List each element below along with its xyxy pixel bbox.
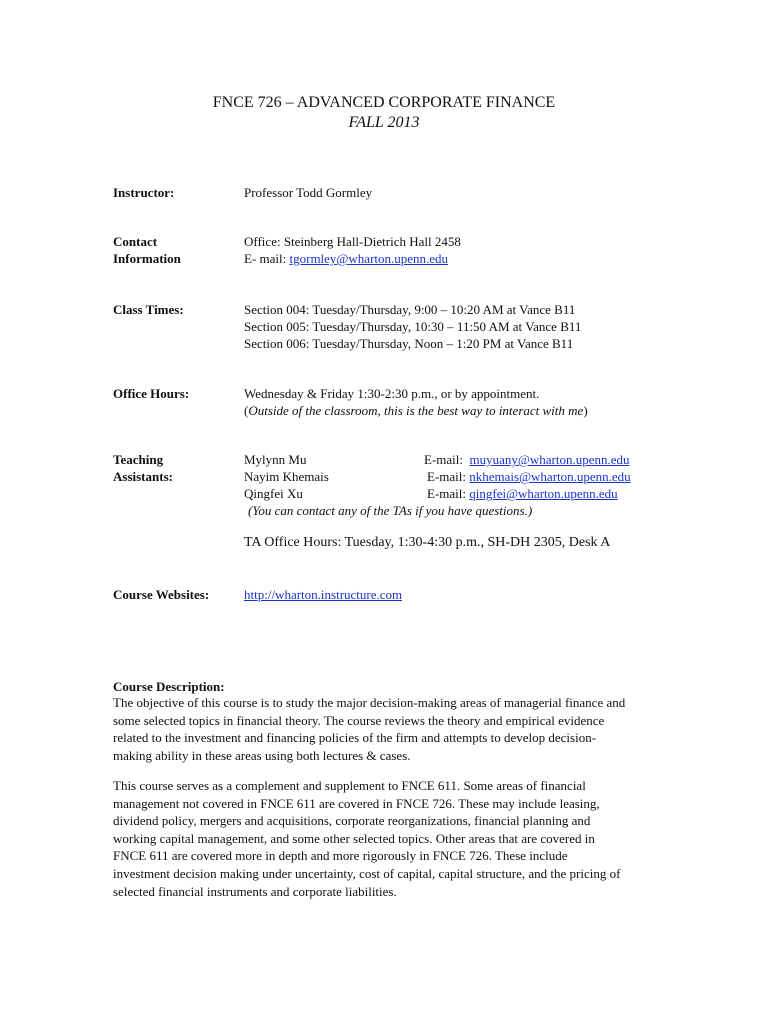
ta-email-link[interactable]: qingfei@wharton.upenn.edu bbox=[469, 486, 618, 501]
ta-email-label: E-mail: bbox=[427, 486, 466, 501]
office-hours-value: Wednesday & Friday 1:30-2:30 p.m., or by appointment. bbox=[244, 386, 540, 401]
class-times-label: Class Times: bbox=[113, 302, 184, 317]
paragraph-line: working capital management, and some other selected topics. Other areas that are covered in bbox=[113, 830, 595, 846]
paragraph-line: investment decision making under uncertainty, cost of capital, capital structure, and the pricing of bbox=[113, 865, 621, 881]
ta-email-row bbox=[424, 451, 630, 468]
ta-email-label: E-mail: bbox=[424, 452, 463, 467]
office-location: Office: Steinberg Hall-Dietrich Hall 2458 bbox=[244, 234, 461, 249]
contact-label-line1: Contact bbox=[113, 234, 158, 249]
ta-label-line1: Teaching bbox=[113, 452, 164, 467]
office-hours-label: Office Hours: bbox=[113, 386, 190, 401]
course-websites-label: Course Websites: bbox=[113, 587, 210, 602]
paragraph-line: The objective of this course is to study the major decision-making areas of managerial finance and bbox=[113, 695, 626, 710]
course-description-paragraph-1 bbox=[113, 694, 653, 764]
instructor-email-link[interactable]: tgormley@wharton.upenn.edu bbox=[289, 251, 449, 266]
instructor-name: Professor Todd Gormley bbox=[244, 185, 373, 200]
paragraph-line: management not covered in FNCE 611 are covered in FNCE 726. These may include leasing, bbox=[113, 795, 600, 811]
course-term: FALL 2013 bbox=[348, 114, 420, 131]
instructor-label: Instructor: bbox=[113, 185, 175, 200]
course-description-heading: Course Description: bbox=[113, 679, 225, 694]
ta-contact-note: (You can contact any of the TAs if you have questions.) bbox=[248, 503, 533, 518]
course-title: FNCE 726 – ADVANCED CORPORATE FINANCE bbox=[212, 94, 556, 111]
ta-email-row bbox=[427, 485, 618, 502]
office-hours-note bbox=[244, 402, 588, 419]
ta-email-link[interactable]: muyuany@wharton.upenn.edu bbox=[469, 452, 630, 467]
section-004: Section 004: Tuesday/Thursday, 9:00 – 10:20 AM at Vance B11 bbox=[244, 302, 576, 317]
course-website-row bbox=[244, 586, 402, 603]
paragraph-line: FNCE 611 are covered more in depth and more rigorously in FNCE 726. These include bbox=[113, 848, 568, 864]
paragraph-line: making ability in these areas using both lectures & cases. bbox=[113, 747, 411, 763]
paragraph-line: This course serves as a complement and supplement to FNCE 611. Some areas of financial bbox=[113, 778, 586, 793]
note-open-paren: ( bbox=[244, 403, 249, 418]
email-prefix: E- mail: bbox=[244, 251, 290, 266]
section-005: Section 005: Tuesday/Thursday, 10:30 – 11:50 AM at Vance B11 bbox=[244, 319, 582, 334]
course-description-paragraph-2 bbox=[113, 777, 653, 900]
paragraph-line: some selected topics in financial theory. The course reviews the theory and empirical evidence bbox=[113, 712, 605, 728]
ta-email-link[interactable]: nkhemais@wharton.upenn.edu bbox=[469, 469, 631, 484]
ta-name: Nayim Khemais bbox=[244, 469, 329, 484]
paragraph-line: dividend policy, mergers and acquisitions, corporate reorganizations, financial planning and bbox=[113, 813, 591, 829]
section-006: Section 006: Tuesday/Thursday, Noon – 1:20 PM at Vance B11 bbox=[244, 336, 574, 351]
contact-label-line2: Information bbox=[113, 251, 181, 266]
ta-email-row bbox=[427, 468, 631, 485]
office-hours-note-text: Outside of the classroom, this is the best way to interact with me bbox=[248, 403, 584, 418]
ta-name: Qingfei Xu bbox=[244, 486, 303, 501]
ta-email-label: E-mail: bbox=[427, 469, 466, 484]
course-website-link[interactable]: http://wharton.instructure.com bbox=[244, 587, 403, 602]
paragraph-line: related to the investment and financing policies of the firm and attempts to develop decision- bbox=[113, 730, 597, 746]
ta-label-line2: Assistants: bbox=[113, 469, 173, 484]
ta-office-hours: TA Office Hours: Tuesday, 1:30-4:30 p.m., SH-DH 2305, Desk A bbox=[244, 535, 611, 550]
ta-name: Mylynn Mu bbox=[244, 452, 307, 467]
note-close-paren: ) bbox=[583, 403, 588, 418]
instructor-email-row bbox=[244, 250, 448, 267]
paragraph-line: selected financial instruments and corporate liabilities. bbox=[113, 883, 397, 899]
